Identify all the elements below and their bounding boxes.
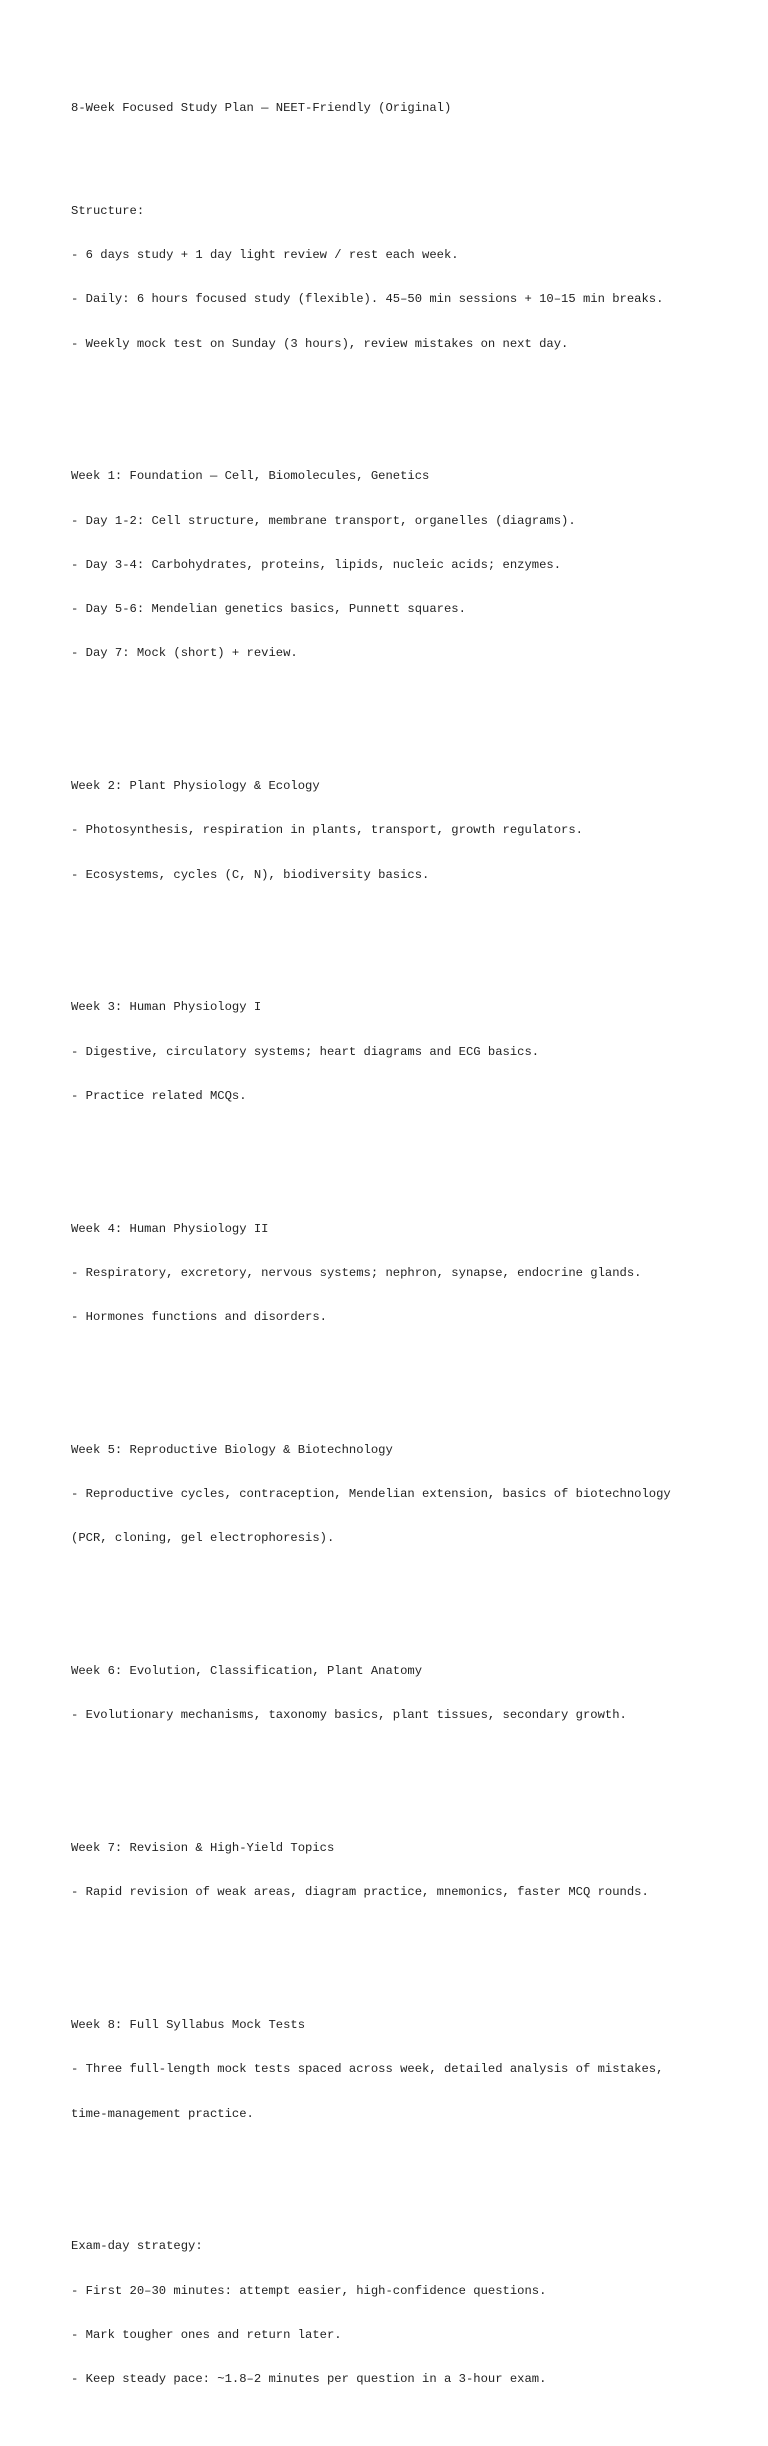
bullet-line: - Hormones functions and disorders. — [71, 1310, 327, 1324]
section-exam-day-strategy — [71, 2210, 761, 2417]
section-week-4 — [71, 1192, 761, 1354]
section-heading: Week 5: Reproductive Biology & Biotechnology — [71, 1442, 393, 1457]
bullet-line: - Day 3-4: Carbohydrates, proteins, lipids, nucleic acids; enzymes. — [71, 557, 562, 572]
section-week-1 — [71, 440, 761, 691]
bullet-line: - Photosynthesis, respiration in plants, transport, growth regulators. — [71, 823, 583, 838]
section-heading: Structure: — [71, 203, 145, 218]
bullet-line: - Weekly mock test on Sunday (3 hours), review mistakes on next day. — [71, 336, 569, 351]
bullet-line: - Rapid revision of weak areas, diagram practice, mnemonics, faster MCQ rounds. — [71, 1885, 649, 1900]
bullet-line: - Ecosystems, cycles (C, N), biodiversity basics. — [71, 867, 430, 882]
bullet-line: - Evolutionary mechanisms, taxonomy basics, plant tissues, secondary growth. — [71, 1708, 627, 1723]
section-heading: Week 8: Full Syllabus Mock Tests — [71, 2018, 306, 2032]
section-week-8 — [71, 1989, 761, 2151]
bullet-line: - Day 5-6: Mendelian genetics basics, Punnett squares. — [71, 602, 466, 616]
bullet-line: - Daily: 6 hours focused study (flexible). 45–50 min sessions + 10–15 min breaks. — [71, 292, 664, 307]
bullet-line: - Respiratory, excretory, nervous systems; nephron, synapse, endocrine glands. — [71, 1265, 642, 1280]
bullet-line: - 6 days study + 1 day light review / rest each week. — [71, 248, 459, 262]
section-heading: Week 6: Evolution, Classification, Plant Anatomy — [71, 1664, 423, 1678]
bullet-continuation-line: (PCR, cloning, gel electrophoresis). — [71, 1531, 335, 1546]
bullet-continuation-line: time-management practice. — [71, 2106, 254, 2121]
section-week-2 — [71, 750, 761, 912]
bullet-line: - Mark tougher ones and return later. — [71, 2327, 342, 2342]
bullet-line: - First 20–30 minutes: attempt easier, high-confidence questions. — [71, 2283, 547, 2298]
bullet-line: - Day 7: Mock (short) + review. — [71, 646, 298, 661]
bullet-line: - Keep steady pace: ~1.8–2 minutes per question in a 3-hour exam. — [71, 2372, 547, 2386]
bullet-line: - Day 1-2: Cell structure, membrane transport, organelles (diagrams). — [71, 513, 576, 528]
document-title: 8-Week Focused Study Plan — NEET-Friendly (Original) — [71, 100, 452, 115]
bullet-line: - Reproductive cycles, contraception, Mendelian extension, basics of biotechnology — [71, 1487, 671, 1501]
section-heading: Week 4: Human Physiology II — [71, 1221, 269, 1236]
section-heading: Exam-day strategy: — [71, 2239, 203, 2254]
bullet-line: - Digestive, circulatory systems; heart diagrams and ECG basics. — [71, 1044, 540, 1059]
section-week-7 — [71, 1812, 761, 1930]
section-heading: Week 1: Foundation — Cell, Biomolecules, Genetics — [71, 469, 430, 484]
section-week-3 — [71, 971, 761, 1133]
document-page — [71, 71, 761, 2446]
section-structure — [71, 174, 761, 381]
bullet-line: - Practice related MCQs. — [71, 1088, 247, 1103]
section-heading: Week 3: Human Physiology I — [71, 1000, 262, 1015]
section-week-5 — [71, 1413, 761, 1575]
section-week-6 — [71, 1635, 761, 1753]
bullet-line: - Three full-length mock tests spaced across week, detailed analysis of mistakes, — [71, 2062, 664, 2077]
section-heading: Week 2: Plant Physiology & Ecology — [71, 779, 320, 793]
section-heading: Week 7: Revision & High-Yield Topics — [71, 1841, 335, 1855]
